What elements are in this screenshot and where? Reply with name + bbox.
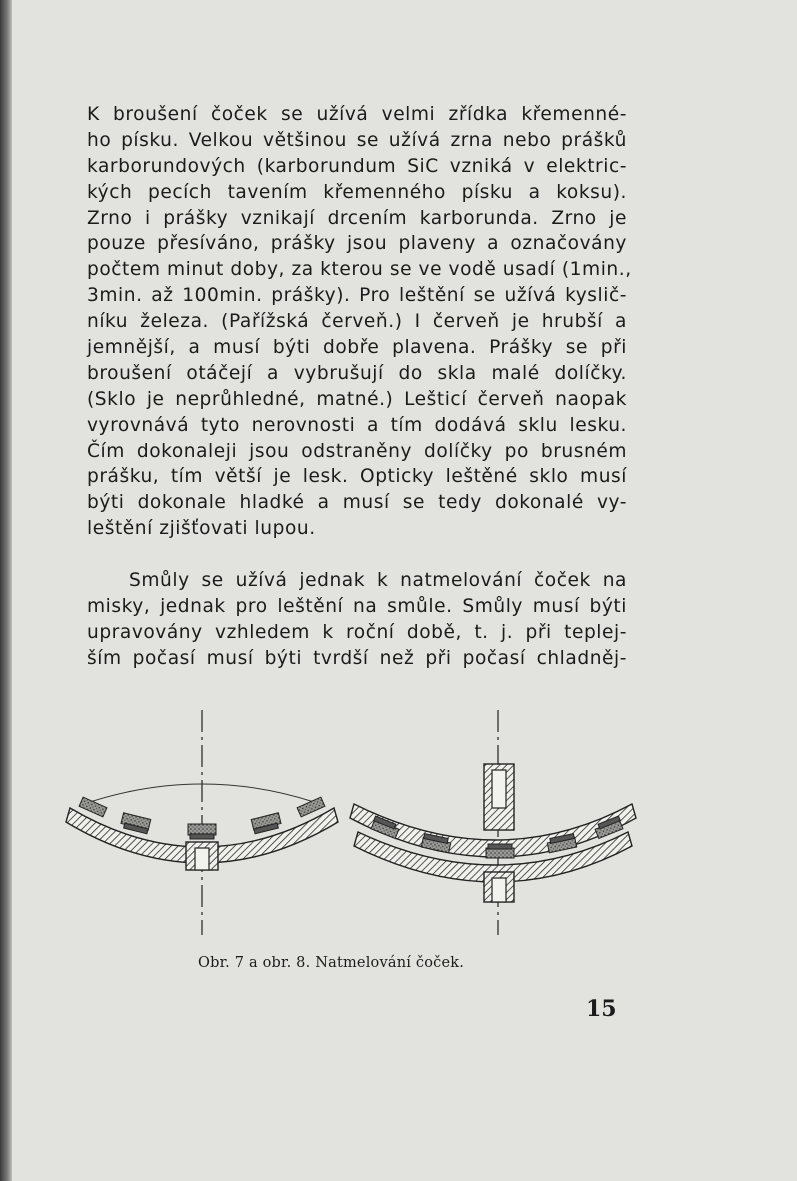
text-line: ho písku. Velkou většinou se užívá zrna nebo prášků bbox=[87, 129, 627, 151]
page-number: 15 bbox=[586, 996, 617, 1022]
figure-caption: Obr. 7 a obr. 8. Natmelování čoček. bbox=[198, 955, 465, 971]
paragraph-1 bbox=[87, 102, 632, 542]
text-line: leštění zjišťovati lupou. bbox=[87, 518, 316, 540]
paragraph-2 bbox=[87, 568, 627, 672]
text-line: Čím dokonaleji jsou odstraněny dolíčky po brusném bbox=[87, 440, 627, 462]
text-line: 3min. až 100min. prášky). Pro leštění se užívá kyslič- bbox=[87, 285, 627, 307]
book-page bbox=[12, 0, 797, 1181]
text-line: K broušení čoček se užívá velmi zřídka křemenné- bbox=[87, 104, 627, 125]
text-line: Zrno i prášky vznikají drcením karborunda. Zrno je bbox=[87, 207, 627, 229]
text-line: počtem minut doby, za kterou se ve vodě usadí (1min., bbox=[87, 259, 632, 281]
text-line: karborundových (karborundum SiC vzniká v elektric- bbox=[87, 155, 627, 177]
text-line: kých pecích tavením křemenného písku a koksu). bbox=[87, 181, 627, 203]
figure-8-dishes bbox=[350, 710, 636, 935]
book-spine-shadow bbox=[0, 0, 12, 1181]
text-line: broušení otáčejí a vybrušují do skla malé dolíčky. bbox=[87, 362, 627, 384]
text-line: ším počasí musí býti tvrdší než při počasí chladněj- bbox=[87, 647, 627, 669]
text-line: upravovány vzhledem k roční době, t. j. při teplej- bbox=[87, 621, 627, 643]
figure-7-dish bbox=[66, 710, 338, 935]
text-line: prášku, tím větší je lesk. Opticky leštěné sklo musí bbox=[87, 466, 627, 488]
text-line: (Sklo je neprůhledné, matné.) Lešticí červeň naopak bbox=[87, 388, 627, 410]
text-line: vyrovnává tyto nerovnosti a tím dodává sklu lesku. bbox=[87, 414, 627, 436]
text-line: jemnější, a musí býti dobře plavena. Prášky se při bbox=[87, 337, 627, 359]
text-line: pouze přesíváno, prášky jsou plaveny a označovány bbox=[87, 233, 627, 255]
text-line: misky, jednak pro leštění na smůle. Smůly musí býti bbox=[87, 595, 627, 617]
text-line: Smůly se užívá jednak k natmelování čoček na bbox=[129, 570, 627, 591]
text-line: býti dokonale hladké a musí se tedy dokonalé vy- bbox=[87, 492, 627, 514]
lens-cementing-figure bbox=[62, 700, 642, 940]
text-line: níku železa. (Pařížská červeň.) I červeň je hrubší a bbox=[87, 311, 627, 333]
